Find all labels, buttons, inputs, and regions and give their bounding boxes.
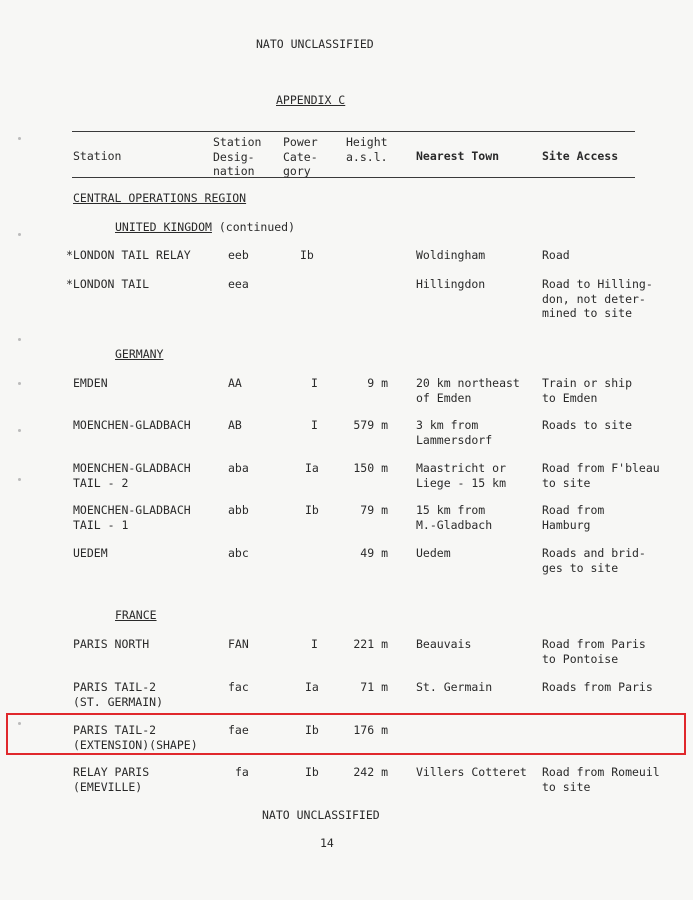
appendix-title: APPENDIX C bbox=[276, 93, 346, 107]
station-cell: RELAY PARIS (EMEVILLE) bbox=[73, 765, 150, 794]
access-cell: Road from Hamburg bbox=[542, 503, 605, 532]
station-cell: MOENCHEN-GLADBACH bbox=[73, 418, 191, 432]
town-cell: St. Germain bbox=[416, 680, 493, 694]
town-cell: 20 km northeast of Emden bbox=[416, 376, 520, 405]
designation-cell: eea bbox=[228, 277, 249, 291]
town-cell: Uedem bbox=[416, 546, 451, 560]
header-top-rule bbox=[72, 131, 635, 132]
height-cell: 242 m bbox=[353, 765, 388, 779]
town-cell: Villers Cotteret bbox=[416, 765, 527, 779]
power-cell: I bbox=[311, 376, 318, 390]
height-cell: 79 m bbox=[360, 503, 388, 517]
town-cell: Beauvais bbox=[416, 637, 472, 651]
station-cell: *LONDON TAIL bbox=[66, 277, 150, 291]
height-cell: 176 m bbox=[353, 723, 388, 737]
town-cell: Hillingdon bbox=[416, 277, 486, 291]
power-cell: Ia bbox=[305, 461, 319, 475]
access-cell: Roads to site bbox=[542, 418, 633, 432]
scan-mark bbox=[18, 429, 21, 432]
height-cell: 579 m bbox=[353, 418, 388, 432]
section-heading-france: FRANCE bbox=[115, 608, 157, 622]
station-cell: MOENCHEN-GLADBACH TAIL - 2 bbox=[73, 461, 191, 490]
designation-cell: AA bbox=[228, 376, 242, 390]
column-header-designation: Station Desig- nation bbox=[213, 135, 262, 178]
classification-header: NATO UNCLASSIFIED bbox=[256, 37, 374, 51]
height-cell: 71 m bbox=[360, 680, 388, 694]
access-cell: Road from F'bleau to site bbox=[542, 461, 660, 490]
highlight-box bbox=[6, 713, 686, 755]
designation-cell: abc bbox=[228, 546, 249, 560]
designation-cell: abb bbox=[228, 503, 249, 517]
section-heading-uk: UNITED KINGDOM (continued) bbox=[115, 220, 296, 234]
station-cell: *LONDON TAIL RELAY bbox=[66, 248, 191, 262]
power-cell: I bbox=[311, 418, 318, 432]
access-cell: Road to Hilling- don, not deter- mined to site bbox=[542, 277, 653, 320]
access-cell: Roads from Paris bbox=[542, 680, 653, 694]
town-cell: 3 km from Lammersdorf bbox=[416, 418, 493, 447]
height-cell: 9 m bbox=[367, 376, 388, 390]
height-cell: 49 m bbox=[360, 546, 388, 560]
designation-cell: fac bbox=[228, 680, 249, 694]
power-cell: Ib bbox=[300, 248, 314, 262]
access-cell: Road from Romeuil to site bbox=[542, 765, 660, 794]
designation-cell: aba bbox=[228, 461, 249, 475]
section-heading-germany: GERMANY bbox=[115, 347, 164, 361]
page-number: 14 bbox=[320, 836, 334, 850]
scan-mark bbox=[18, 382, 21, 385]
column-header-station: Station bbox=[73, 149, 122, 163]
access-cell: Roads and brid- ges to site bbox=[542, 546, 646, 575]
access-cell: Train or ship to Emden bbox=[542, 376, 633, 405]
power-cell: I bbox=[311, 637, 318, 651]
power-cell: Ib bbox=[305, 723, 319, 737]
column-header-town: Nearest Town bbox=[416, 149, 500, 163]
scan-mark bbox=[18, 233, 21, 236]
column-header-access: Site Access bbox=[542, 149, 619, 163]
station-cell: PARIS TAIL-2 (EXTENSION)(SHAPE) bbox=[73, 723, 198, 752]
station-cell: PARIS NORTH bbox=[73, 637, 150, 651]
station-cell: MOENCHEN-GLADBACH TAIL - 1 bbox=[73, 503, 191, 532]
town-cell: Woldingham bbox=[416, 248, 486, 262]
region-heading: CENTRAL OPERATIONS REGION bbox=[73, 191, 247, 205]
town-cell: 15 km from M.-Gladbach bbox=[416, 503, 493, 532]
height-cell: 150 m bbox=[353, 461, 388, 475]
access-cell: Road bbox=[542, 248, 570, 262]
town-cell: Maastricht or Liege - 15 km bbox=[416, 461, 507, 490]
access-cell: Road from Paris to Pontoise bbox=[542, 637, 646, 666]
column-header-power: Power Cate- gory bbox=[283, 135, 318, 178]
designation-cell: FAN bbox=[228, 637, 249, 651]
designation-cell: eeb bbox=[228, 248, 249, 262]
power-cell: Ia bbox=[305, 680, 319, 694]
station-cell: UEDEM bbox=[73, 546, 108, 560]
scan-mark bbox=[18, 137, 21, 140]
scan-mark bbox=[18, 338, 21, 341]
power-cell: Ib bbox=[305, 765, 319, 779]
power-cell: Ib bbox=[305, 503, 319, 517]
scan-mark bbox=[18, 478, 21, 481]
column-header-height: Height a.s.l. bbox=[346, 135, 388, 164]
height-cell: 221 m bbox=[353, 637, 388, 651]
station-cell: EMDEN bbox=[73, 376, 108, 390]
classification-footer: NATO UNCLASSIFIED bbox=[262, 808, 380, 822]
station-cell: PARIS TAIL-2 (ST. GERMAIN) bbox=[73, 680, 164, 709]
designation-cell: fae bbox=[228, 723, 249, 737]
designation-cell: fa bbox=[235, 765, 249, 779]
designation-cell: AB bbox=[228, 418, 242, 432]
header-bottom-rule bbox=[72, 177, 635, 178]
